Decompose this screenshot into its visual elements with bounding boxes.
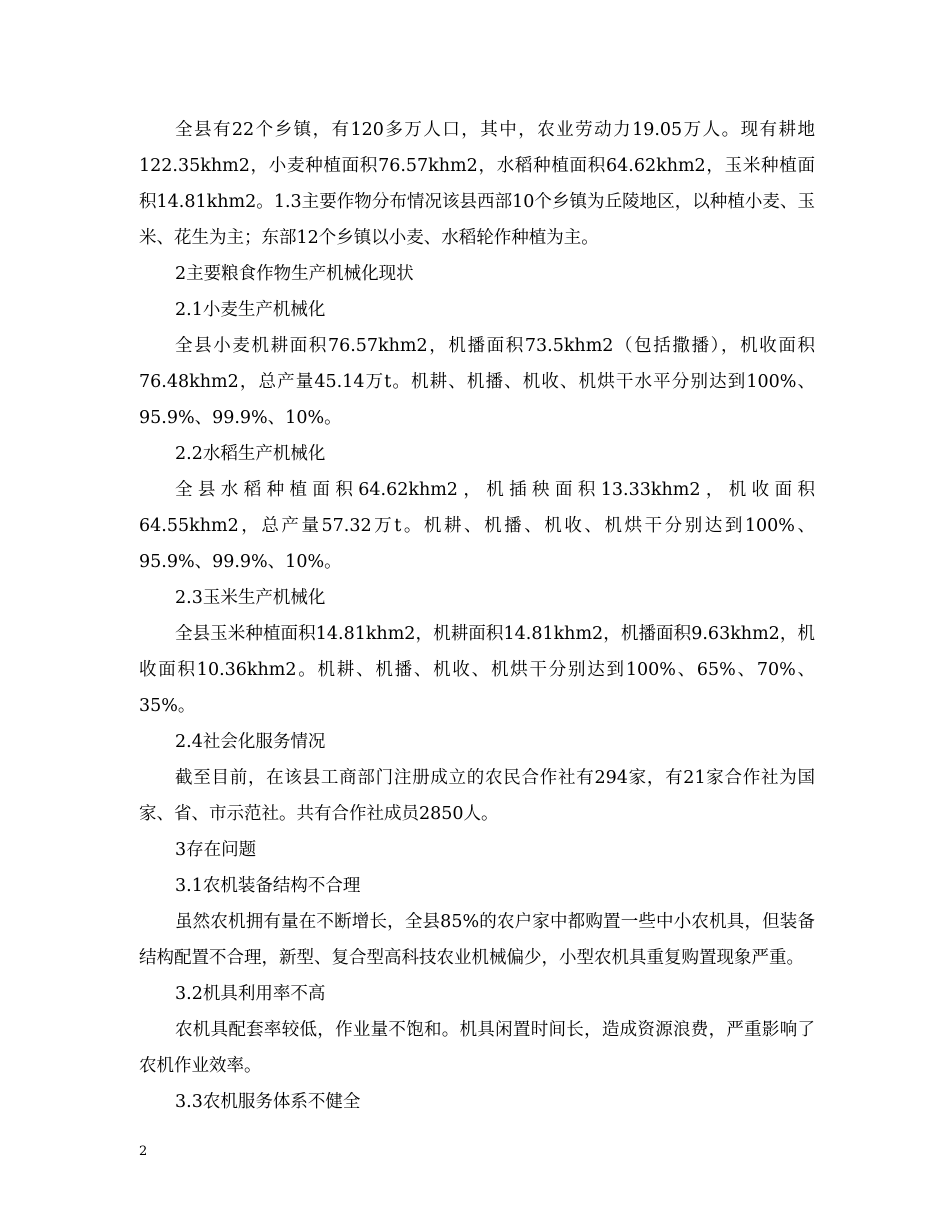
heading-2-3: 2.3玉米生产机械化 xyxy=(175,588,326,608)
heading-2-1: 2.1小麦生产机械化 xyxy=(175,300,326,320)
document-page xyxy=(139,112,815,1120)
para-wheat: 全县小麦机耕面积76.57khm2，机播面积73.5khm2（包括撒播），机收面积76.48khm2，总产量45.14万t。机耕、机播、机收、机烘干水平分别达到100%、95.9%、99.9%、10%。 xyxy=(139,336,815,428)
para-corn: 全县玉米种植面积14.81khm2，机耕面积14.81khm2，机播面积9.63khm2，机收面积10.36khm2。机耕、机播、机收、机烘干分别达到100%、65%、70%、35%。 xyxy=(139,624,815,716)
page-number: 2 xyxy=(139,1144,148,1159)
heading-3-2: 3.2机具利用率不高 xyxy=(175,984,326,1004)
para-utilization: 农机具配套率较低，作业量不饱和。机具闲置时间长，造成资源浪费，严重影响了农机作业效率。 xyxy=(139,1020,815,1076)
heading-2: 2主要粮食作物生产机械化现状 xyxy=(175,264,414,284)
para-equipment: 虽然农机拥有量在不断增长，全县85%的农户家中都购置一些中小农机具，但装备结构配置不合理，新型、复合型高科技农业机械偏少，小型农机具重复购置现象严重。 xyxy=(139,912,815,968)
para-county-overview: 全县有22个乡镇，有120多万人口，其中，农业劳动力19.05万人。现有耕地122.35khm2，小麦种植面积76.57khm2，水稻种植面积64.62khm2，玉米种植面积14.81khm2。1.3主要作物分布情况该县西部10个乡镇为丘陵地区，以种植小麦、玉米、花生为主；东部12个乡镇以小麦、水稻轮作种植为主。 xyxy=(139,120,815,248)
para-rice: 全县水稻种植面积64.62khm2，机插秧面积13.33khm2，机收面积64.55khm2，总产量57.32万t。机耕、机播、机收、机烘干分别达到100%、95.9%、99.9%、10%。 xyxy=(139,480,815,572)
para-social-service: 截至目前，在该县工商部门注册成立的农民合作社有294家，有21家合作社为国家、省、市示范社。共有合作社成员2850人。 xyxy=(139,768,815,824)
heading-2-4: 2.4社会化服务情况 xyxy=(175,732,326,752)
heading-2-2: 2.2水稻生产机械化 xyxy=(175,444,326,464)
heading-3-1: 3.1农机装备结构不合理 xyxy=(175,876,361,896)
heading-3: 3存在问题 xyxy=(175,840,257,860)
heading-3-3: 3.3农机服务体系不健全 xyxy=(175,1092,361,1112)
